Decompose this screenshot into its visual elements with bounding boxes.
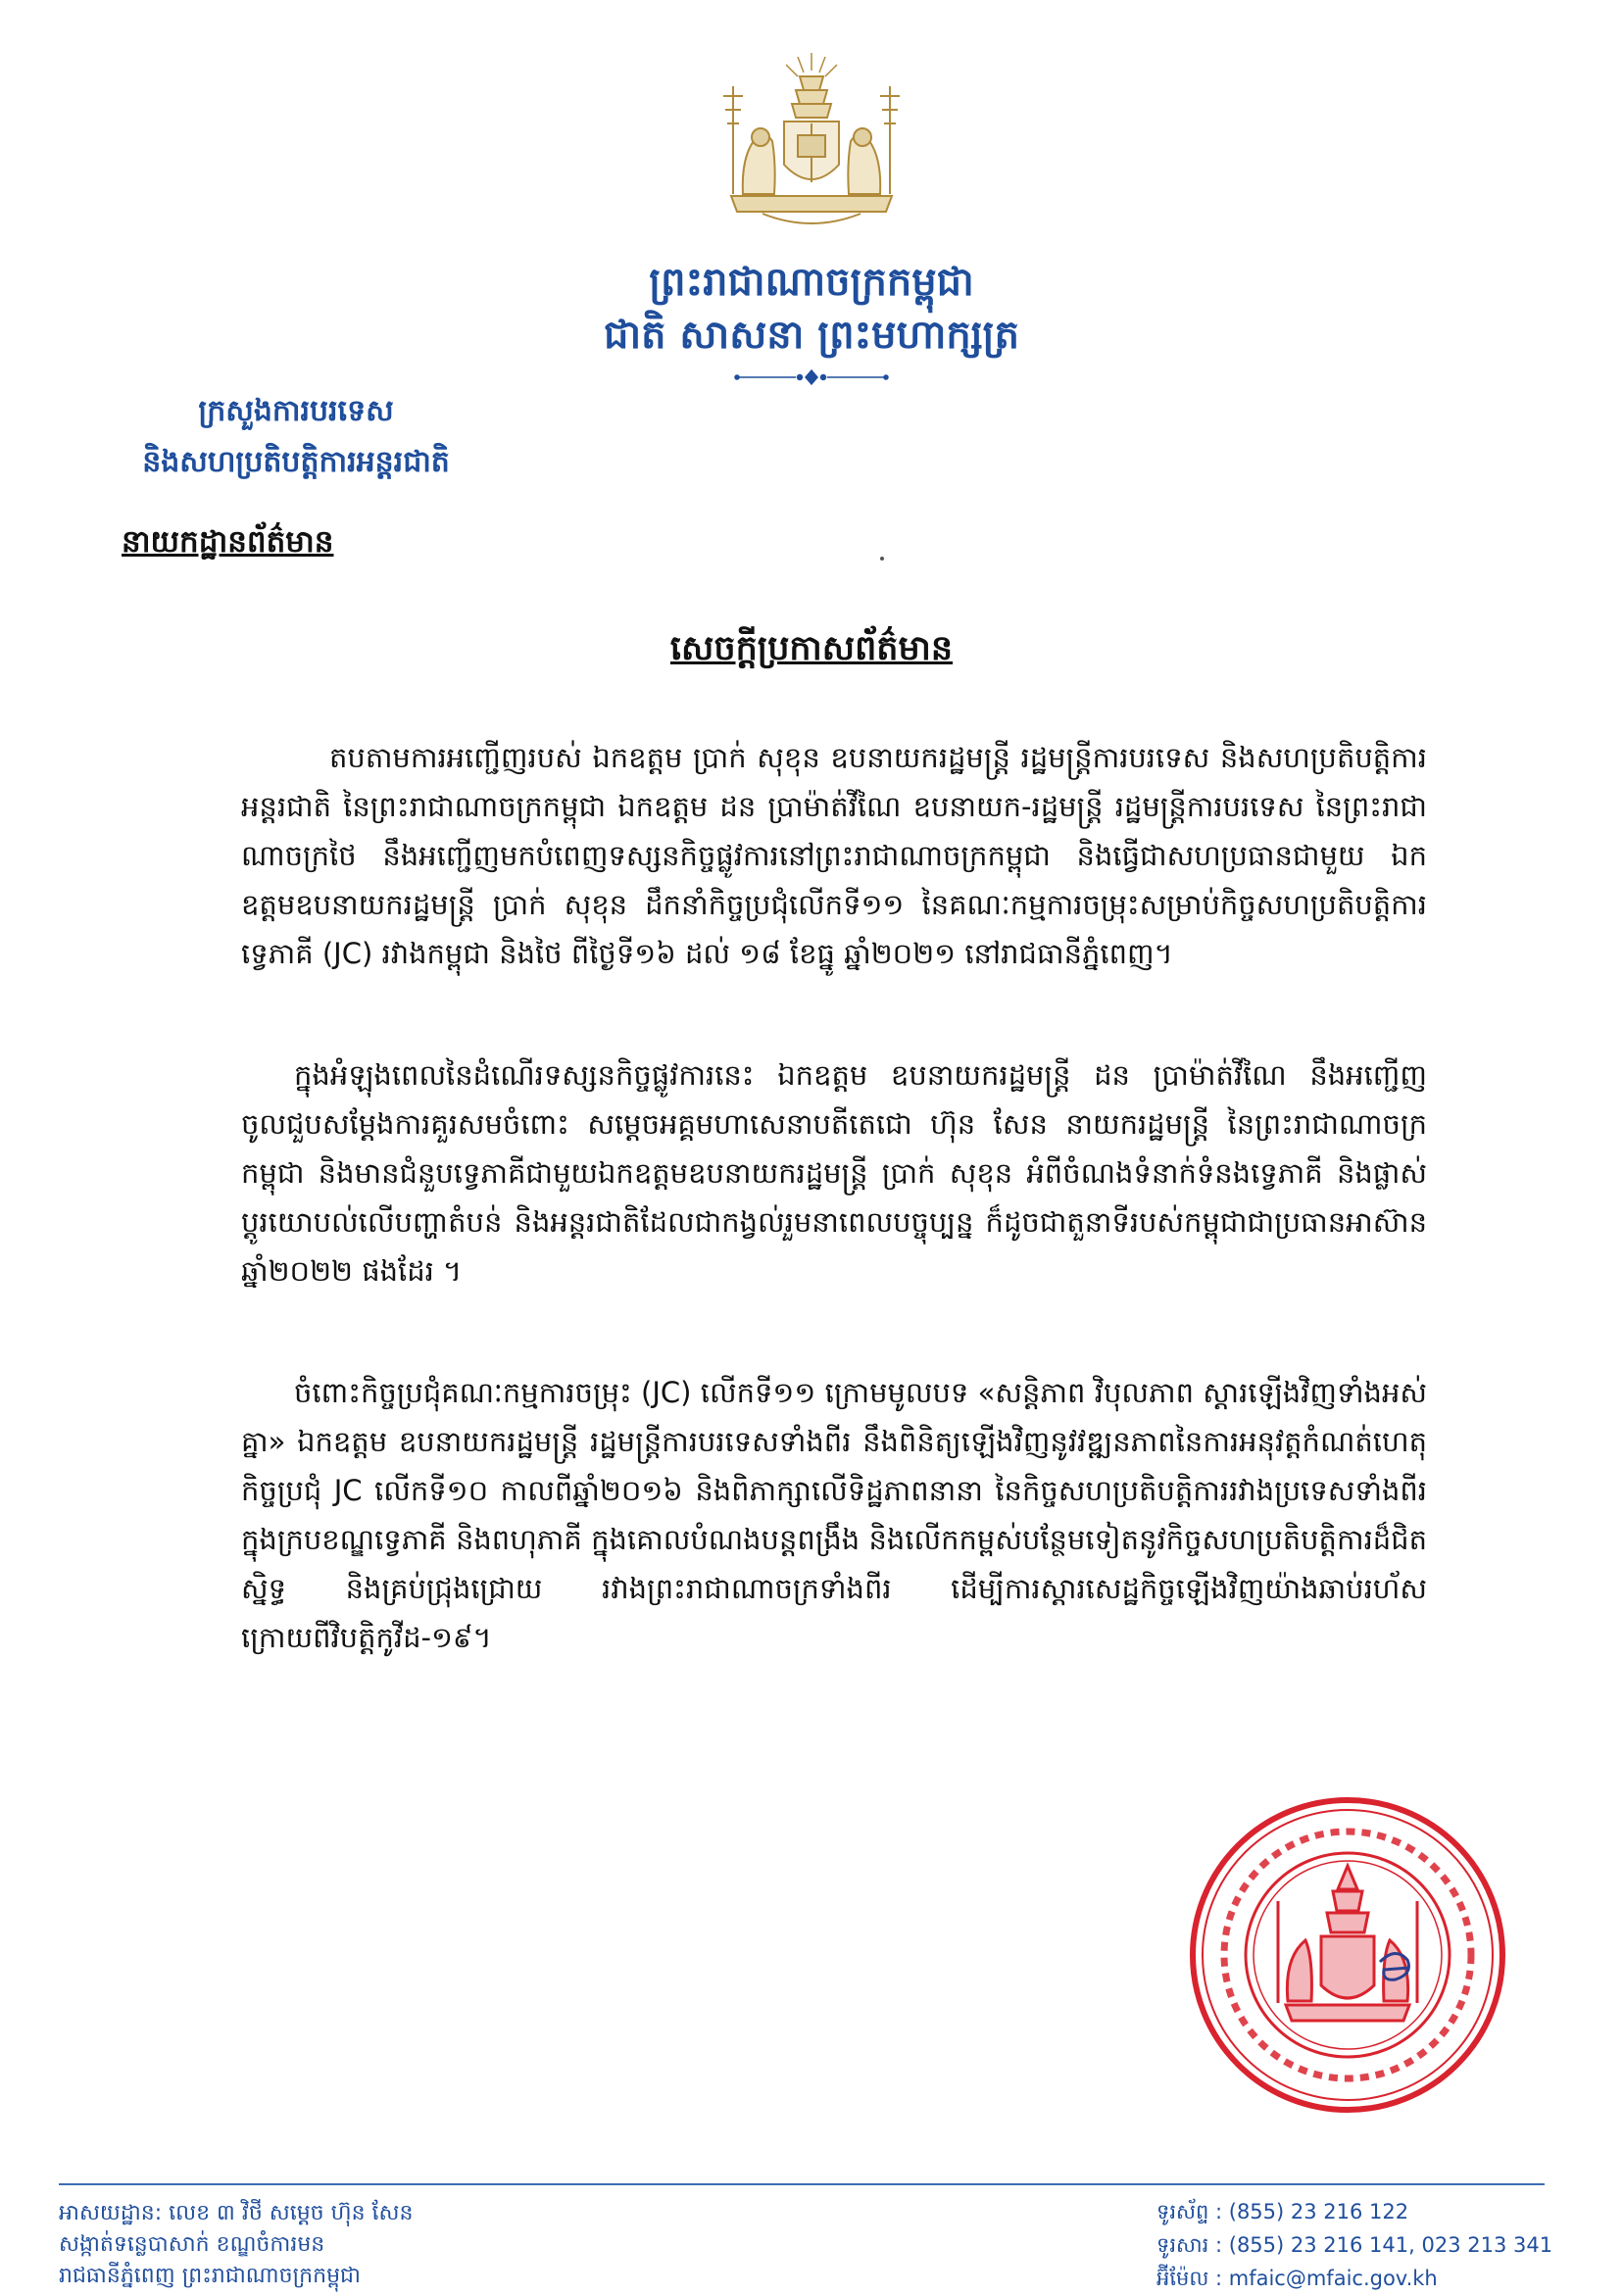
footer-email: អ៊ីម៉ែល : mfaic@mfaic.gov.kh <box>1156 2267 1438 2290</box>
paragraph-3: ចំពោះកិច្ចប្រជុំគណៈកម្មការចម្រុះ (JC) លើកទី១១ ក្រោមមូលបទ «សន្តិភាព វិបុលភាព ស្តារឡើងវិញទាំងអស់គ្នា» ឯកឧត្តម ឧបនាយករដ្ឋមន្ត្រី រដ្ឋមន្ត្រីការបរទេសទាំងពីរ នឹងពិនិត្យឡើងវិញនូវវឌ្ឍនភាពនៃការអនុវត្តកំណត់ហេតុកិច្ចប្រជុំ JC លើកទី១០ កាលពីឆ្នាំ២០១៦ និងពិភាក្សាលើទិដ្ឋភាពនានា នៃកិច្ចសហប្រតិបត្តិការរវាងប្រទេសទាំងពីរ ក្នុងក្របខណ្ឌទ្វេភាគី និងពហុភាគី ក្នុងគោលបំណងបន្តពង្រឹង និងលើកកម្ពស់បន្ថែមទៀតនូវកិច្ចសហប្រតិបត្តិការដ៏ជិតស្និទ្ធ និងគ្រប់ជ្រុងជ្រោយ រវាងព្រះរាជាណាចក្រទាំងពីរ ដើម្បីការស្តារសេដ្ឋកិច្ចឡើងវិញយ៉ាងឆាប់រហ័ស ក្រោយពីវិបត្តិកូវីដ-១៩។ <box>241 1376 1427 1654</box>
national-motto: ជាតិ សាសនា ព្រះមហាក្សត្រ <box>604 313 1019 358</box>
document-title: សេចក្ដីប្រកាសព័ត៌មាន <box>669 629 954 668</box>
footer-address-line2: សង្កាត់ទន្លេបាសាក់ ខណ្ឌចំការមន <box>59 2232 325 2257</box>
kingdom-name: ព្រះរាជាណាចក្រកម្ពុជា <box>649 260 974 305</box>
footer-fax: ទូរសារ : (855) 23 216 141, 023 213 341 <box>1156 2233 1553 2257</box>
footer-phone: ទូរស័ព្ទ : (855) 23 216 122 <box>1156 2200 1409 2223</box>
royal-coat-of-arms-emblem <box>704 47 919 243</box>
ministry-name-line1: ក្រសួងការបរទេស <box>198 394 394 428</box>
ministry-name-line2: និងសហប្រតិបត្តិការអន្តរជាតិ <box>142 445 450 479</box>
footer-address-line3: រាជធានីភ្នំពេញ ព្រះរាជាណាចក្រកម្ពុជា <box>59 2264 361 2288</box>
decorative-divider-ornament <box>733 368 890 386</box>
footer-divider <box>59 2183 1545 2185</box>
department-name: នាយកដ្ឋានព័ត៌មាន <box>122 524 334 560</box>
official-red-seal-stamp <box>1186 1793 1509 2117</box>
paragraph-2: ក្នុងអំឡុងពេលនៃដំណើរទស្សនកិច្ចផ្លូវការនេះ ឯកឧត្តម ឧបនាយករដ្ឋមន្ត្រី ដន ប្រាម៉ាត់វីណៃ នឹងអញ្ជើញចូលជួបសម្ដែងការគួរសមចំពោះ សម្ដេចអគ្គមហាសេនាបតីតេជោ ហ៊ុន សែន នាយករដ្ឋមន្ត្រី នៃព្រះរាជាណាចក្រកម្ពុជា និងមានជំនួបទ្វេភាគីជាមួយឯកឧត្តមឧបនាយករដ្ឋមន្ត្រី ប្រាក់ សុខុន អំពីចំណងទំនាក់ទំនងទ្វេភាគី និងផ្លាស់ប្ដូរយោបល់លើបញ្ហាតំបន់ និងអន្តរជាតិដែលជាកង្វល់រួមនាពេលបច្ចុប្បន្ន ក៏ដូចជាតួនាទីរបស់កម្ពុជាជាប្រធានអាស៊ាន ឆ្នាំ២០២២ ផងដែរ ។ <box>241 1058 1427 1288</box>
footer-address-line1: អាសយដ្ឋាន: លេខ ៣ វិថី សម្ដេច ហ៊ុន សែន <box>59 2201 414 2225</box>
stray-dot <box>880 557 884 561</box>
paragraph-1: តបតាមការអញ្ជើញរបស់ ឯកឧត្តម ប្រាក់ សុខុន ឧបនាយករដ្ឋមន្ត្រី រដ្ឋមន្ត្រីការបរទេស និងសហប្រតិបត្តិការអន្តរជាតិ នៃព្រះរាជាណាចក្រកម្ពុជា ឯកឧត្តម ដន ប្រាម៉ាត់វីណៃ ឧបនាយក-រដ្ឋមន្ត្រី រដ្ឋមន្ត្រីការបរទេស នៃព្រះរាជាណាចក្រថៃ នឹងអញ្ជើញមកបំពេញទស្សនកិច្ចផ្លូវការនៅព្រះរាជាណាចក្រកម្ពុជា និងធ្វើជាសហប្រធានជាមួយ ឯកឧត្តមឧបនាយករដ្ឋមន្ត្រី ប្រាក់ សុខុន ដឹកនាំកិច្ចប្រជុំលើកទី១១ នៃគណៈកម្មការចម្រុះសម្រាប់កិច្ចសហប្រតិបត្តិការទ្វេភាគី (JC) រវាងកម្ពុជា និងថៃ ពីថ្ងៃទី១៦ ដល់ ១៨ ខែធ្នូ ឆ្នាំ២០២១ នៅរាជធានីភ្នំពេញ។ <box>241 741 1427 970</box>
